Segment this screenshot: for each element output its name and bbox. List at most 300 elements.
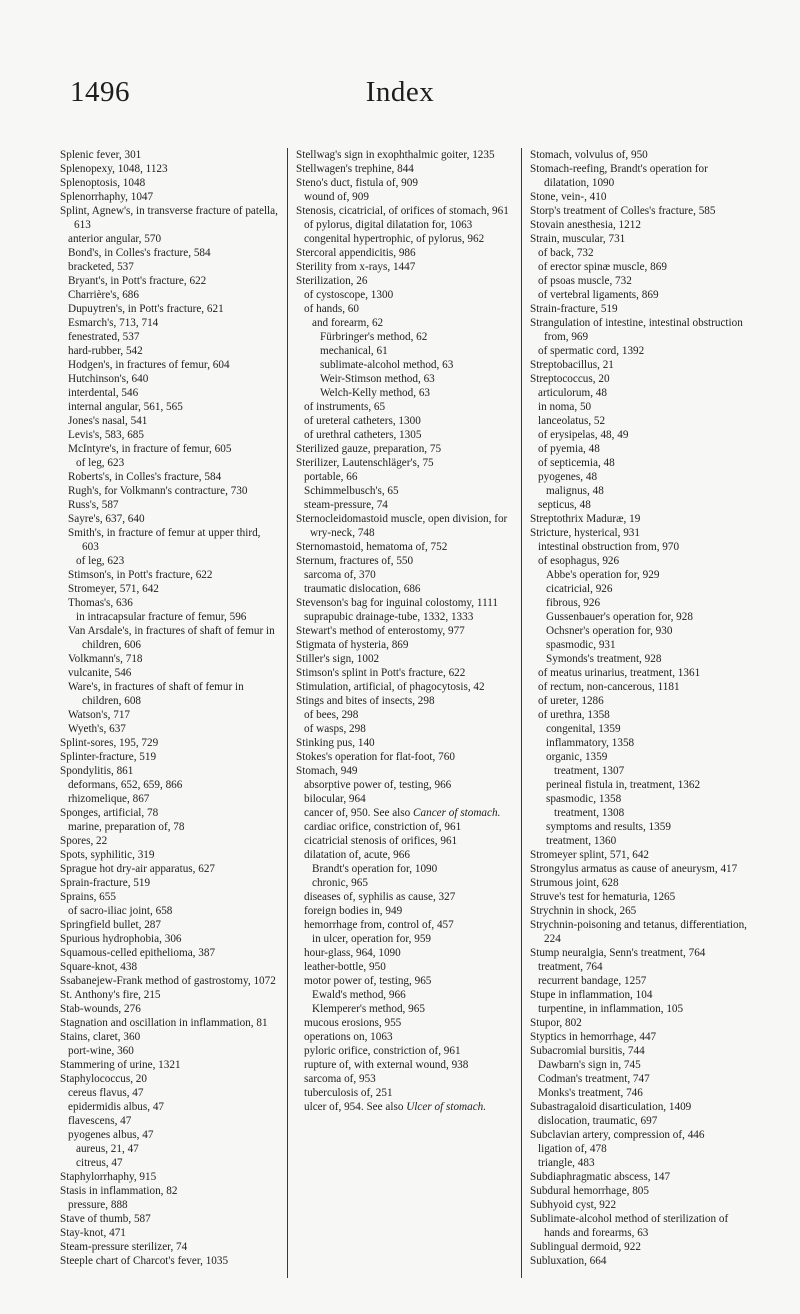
index-entry-text: Stiller's sign, 1002 bbox=[296, 653, 380, 665]
index-entry bbox=[530, 526, 750, 540]
index-entry-text: Steam-pressure sterilizer, 74 bbox=[60, 1241, 188, 1253]
index-entry bbox=[530, 540, 750, 554]
index-entry-text: Splint-sores, 195, 729 bbox=[60, 737, 159, 749]
index-entry bbox=[296, 778, 512, 792]
index-entry bbox=[296, 988, 512, 1002]
index-entry bbox=[60, 358, 280, 372]
index-entry-text: Stomach-reefing, Brandt's operation for dilatation, 1090 bbox=[530, 163, 708, 189]
index-entry-text: Stimson's splint in Pott's fracture, 622 bbox=[296, 667, 466, 679]
index-entry-text: Ewald's method, 966 bbox=[312, 989, 406, 1001]
index-entry-text: symptoms and results, 1359 bbox=[546, 821, 671, 833]
index-entry bbox=[60, 1142, 280, 1156]
index-entry-text: recurrent bandage, 1257 bbox=[538, 975, 647, 987]
index-entry-text: Streptothrix Maduræ, 19 bbox=[530, 513, 641, 525]
index-entry-text: Jones's nasal, 541 bbox=[68, 415, 148, 427]
index-entry-text: Squamous-celled epithelioma, 387 bbox=[60, 947, 216, 959]
index-entry bbox=[296, 652, 512, 666]
page-header bbox=[70, 76, 730, 116]
cross-reference: Ulcer of stomach. bbox=[406, 1101, 487, 1113]
index-entry bbox=[296, 722, 512, 736]
index-entry bbox=[530, 960, 750, 974]
index-entry-text: Bond's, in Colles's fracture, 584 bbox=[68, 247, 211, 259]
index-entry-text: of ureter, 1286 bbox=[538, 695, 604, 707]
index-entry-text: Sternomastoid, hematoma of, 752 bbox=[296, 541, 448, 553]
index-entry-text: Stellwag's sign in exophthalmic goiter, 1235 bbox=[296, 149, 495, 161]
index-entry bbox=[296, 806, 512, 820]
index-entry-text: Steno's duct, fistula of, 909 bbox=[296, 177, 418, 189]
index-entry bbox=[530, 1156, 750, 1170]
index-entry bbox=[296, 1002, 512, 1016]
index-entry-text: Hutchinson's, 640 bbox=[68, 373, 149, 385]
index-entry bbox=[296, 680, 512, 694]
index-entry-text: foreign bodies in, 949 bbox=[304, 905, 403, 917]
index-entry-text: port-wine, 360 bbox=[68, 1045, 134, 1057]
index-entry bbox=[296, 218, 512, 232]
index-entry bbox=[60, 1100, 280, 1114]
index-entry bbox=[296, 512, 512, 540]
index-entry-text: chronic, 965 bbox=[312, 877, 368, 889]
index-entry-text: Sublingual dermoid, 922 bbox=[530, 1241, 641, 1253]
index-entry bbox=[530, 232, 750, 246]
index-entry bbox=[530, 778, 750, 792]
index-entry-text: Sponges, artificial, 78 bbox=[60, 807, 159, 819]
index-entry-text: in noma, 50 bbox=[538, 401, 592, 413]
index-entry bbox=[296, 372, 512, 386]
index-entry-text: bracketed, 537 bbox=[68, 261, 134, 273]
index-entry-text: vulcanite, 546 bbox=[68, 667, 132, 679]
column-divider bbox=[287, 148, 288, 1278]
index-entry-text: lanceolatus, 52 bbox=[538, 415, 606, 427]
index-entry bbox=[296, 344, 512, 358]
index-entry-text: Splinter-fracture, 519 bbox=[60, 751, 157, 763]
index-entry-text: Watson's, 717 bbox=[68, 709, 131, 721]
index-entry-text: Stricture, hysterical, 931 bbox=[530, 527, 640, 539]
index-entry-text: aureus, 21, 47 bbox=[76, 1143, 139, 1155]
index-entry-text: Sublimate-alcohol method of sterilization of hands and forearms, 63 bbox=[530, 1213, 729, 1239]
index-entry bbox=[530, 1184, 750, 1198]
index-entry bbox=[296, 610, 512, 624]
index-entry-text: Stammering of urine, 1321 bbox=[60, 1059, 181, 1071]
index-entry bbox=[530, 414, 750, 428]
index-entry-text: Styptics in hemorrhage, 447 bbox=[530, 1031, 657, 1043]
index-entry-text: in intracapsular fracture of femur, 596 bbox=[76, 611, 247, 623]
index-entry bbox=[60, 470, 280, 484]
index-entry bbox=[530, 484, 750, 498]
index-entry bbox=[530, 1170, 750, 1184]
index-entry-text: of esophagus, 926 bbox=[538, 555, 620, 567]
index-entry bbox=[530, 806, 750, 820]
index-entry bbox=[296, 246, 512, 260]
index-entry bbox=[530, 652, 750, 666]
index-entry-text: Brandt's operation for, 1090 bbox=[312, 863, 438, 875]
index-entry bbox=[60, 1226, 280, 1240]
index-entry-text: Staphylorrhaphy, 915 bbox=[60, 1171, 157, 1183]
index-entry-text: portable, 66 bbox=[304, 471, 358, 483]
index-entry bbox=[296, 596, 512, 610]
index-entry-text: Stromeyer, 571, 642 bbox=[68, 583, 159, 595]
index-entry bbox=[530, 1030, 750, 1044]
index-entry-text: Sternum, fractures of, 550 bbox=[296, 555, 414, 567]
index-entry bbox=[60, 232, 280, 246]
index-entry bbox=[296, 288, 512, 302]
index-entry-text: of sacro-iliac joint, 658 bbox=[68, 905, 173, 917]
index-entry bbox=[60, 666, 280, 680]
index-entry bbox=[60, 484, 280, 498]
index-entry bbox=[60, 1128, 280, 1142]
index-entry-text: congenital, 1359 bbox=[546, 723, 621, 735]
index-entry-text: Stagnation and oscillation in inflammation, 81 bbox=[60, 1017, 268, 1029]
index-entry-text: treatment, 1307 bbox=[554, 765, 625, 777]
index-entry-text: Strumous joint, 628 bbox=[530, 877, 619, 889]
index-entry bbox=[60, 386, 280, 400]
index-entry bbox=[530, 610, 750, 624]
index-entry bbox=[530, 372, 750, 386]
index-entry bbox=[60, 554, 280, 568]
index-entry bbox=[296, 890, 512, 904]
index-entry-text: Sternocleidomastoid muscle, open division, for wry-neck, 748 bbox=[296, 513, 508, 539]
index-entry bbox=[296, 568, 512, 582]
index-entry bbox=[60, 820, 280, 834]
index-entry bbox=[60, 736, 280, 750]
index-entry-text: treatment, 1360 bbox=[546, 835, 617, 847]
index-entry-text: Sayre's, 637, 640 bbox=[68, 513, 145, 525]
index-entry-text: of hands, 60 bbox=[304, 303, 359, 315]
index-entry bbox=[530, 764, 750, 778]
index-entry-text: Sterilized gauze, preparation, 75 bbox=[296, 443, 442, 455]
index-entry bbox=[60, 1198, 280, 1212]
index-entry bbox=[60, 946, 280, 960]
index-entry bbox=[296, 1086, 512, 1100]
index-entry-text: Stupor, 802 bbox=[530, 1017, 582, 1029]
index-entry bbox=[60, 456, 280, 470]
index-entry-text: absorptive power of, testing, 966 bbox=[304, 779, 452, 791]
index-entry bbox=[60, 806, 280, 820]
index-entry-text: Streptobacillus, 21 bbox=[530, 359, 614, 371]
index-entry bbox=[530, 1044, 750, 1058]
index-entry-text: malignus, 48 bbox=[546, 485, 604, 497]
index-entry bbox=[530, 470, 750, 484]
index-entry bbox=[60, 428, 280, 442]
index-entry-text: sarcoma of, 370 bbox=[304, 569, 376, 581]
index-entry-text: Stings and bites of insects, 298 bbox=[296, 695, 435, 707]
index-entry-text: mucous erosions, 955 bbox=[304, 1017, 402, 1029]
index-entry-text: suprapubic drainage-tube, 1332, 1333 bbox=[304, 611, 474, 623]
index-entry-text: Stasis in inflammation, 82 bbox=[60, 1185, 178, 1197]
index-entry-text: Stercoral appendicitis, 986 bbox=[296, 247, 416, 259]
index-entry bbox=[60, 442, 280, 456]
index-entry bbox=[530, 344, 750, 358]
index-entry-text: Subacromial bursitis, 744 bbox=[530, 1045, 645, 1057]
index-entry bbox=[530, 624, 750, 638]
index-entry-text: Russ's, 587 bbox=[68, 499, 119, 511]
index-entry-text: fenestrated, 537 bbox=[68, 331, 140, 343]
page-number: 1496 bbox=[70, 76, 130, 108]
index-entry bbox=[60, 1072, 280, 1086]
index-entry bbox=[530, 680, 750, 694]
index-entry-text: Sterilization, 26 bbox=[296, 275, 368, 287]
index-entry-text: Welch-Kelly method, 63 bbox=[320, 387, 431, 399]
index-entry bbox=[296, 428, 512, 442]
index-entry bbox=[530, 918, 750, 946]
index-entry-text: of septicemia, 48 bbox=[538, 457, 615, 469]
index-entry-text: Bryant's, in Pott's fracture, 622 bbox=[68, 275, 207, 287]
index-entry bbox=[530, 512, 750, 526]
index-entry bbox=[60, 1170, 280, 1184]
index-entry bbox=[60, 778, 280, 792]
index-entry-text: Splenic fever, 301 bbox=[60, 149, 142, 161]
index-entry bbox=[60, 1254, 280, 1268]
index-entry bbox=[60, 1184, 280, 1198]
index-entry bbox=[530, 246, 750, 260]
index-entry bbox=[530, 638, 750, 652]
index-entry bbox=[60, 624, 280, 652]
index-entry-text: bilocular, 964 bbox=[304, 793, 366, 805]
index-entry bbox=[296, 386, 512, 400]
index-entry-text: of vertebral ligaments, 869 bbox=[538, 289, 659, 301]
index-entry-text: Subhyoid cyst, 922 bbox=[530, 1199, 617, 1211]
index-entry bbox=[60, 204, 280, 232]
index-entry-text: Stomach, volvulus of, 950 bbox=[530, 149, 648, 161]
index-entry bbox=[296, 162, 512, 176]
index-column-1 bbox=[60, 148, 280, 1268]
index-entry-text: Stromeyer splint, 571, 642 bbox=[530, 849, 650, 861]
index-entry bbox=[60, 526, 280, 554]
index-entry-text: hemorrhage from, control of, 457 bbox=[304, 919, 454, 931]
index-entry bbox=[530, 428, 750, 442]
index-entry bbox=[296, 540, 512, 554]
index-entry bbox=[296, 638, 512, 652]
index-entry bbox=[60, 862, 280, 876]
index-entry bbox=[530, 1002, 750, 1016]
index-entry-text: Spots, syphilitic, 319 bbox=[60, 849, 155, 861]
index-entry-text: tuberculosis of, 251 bbox=[304, 1087, 393, 1099]
index-entry-text: Sterilizer, Lautenschläger's, 75 bbox=[296, 457, 434, 469]
index-entry bbox=[296, 764, 512, 778]
index-entry-text: Sprain-fracture, 519 bbox=[60, 877, 151, 889]
index-entry-text: fibrous, 926 bbox=[546, 597, 601, 609]
index-entry bbox=[530, 596, 750, 610]
index-entry-text: Strangulation of intestine, intestinal obstruction from, 969 bbox=[530, 317, 743, 343]
index-entry-text: of meatus urinarius, treatment, 1361 bbox=[538, 667, 701, 679]
index-entry-text: Stimulation, artificial, of phagocytosis, 42 bbox=[296, 681, 485, 693]
index-entry-text: Sterility from x-rays, 1447 bbox=[296, 261, 416, 273]
index-entry bbox=[530, 204, 750, 218]
index-entry bbox=[530, 736, 750, 750]
index-entry bbox=[530, 708, 750, 722]
index-entry bbox=[296, 1016, 512, 1030]
index-entry bbox=[60, 288, 280, 302]
index-entry-text: Van Arsdale's, in fractures of shaft of femur in children, 606 bbox=[68, 625, 275, 651]
index-entry-text: spasmodic, 931 bbox=[546, 639, 616, 651]
index-entry bbox=[60, 274, 280, 288]
index-entry bbox=[296, 946, 512, 960]
index-entry-text: Gussenbauer's operation for, 928 bbox=[546, 611, 693, 623]
index-entry-text: Ochsner's operation for, 930 bbox=[546, 625, 673, 637]
index-entry-text: Square-knot, 438 bbox=[60, 961, 138, 973]
index-entry-text: ligation of, 478 bbox=[538, 1143, 607, 1155]
index-entry bbox=[296, 582, 512, 596]
index-entry bbox=[296, 442, 512, 456]
index-entry bbox=[530, 302, 750, 316]
index-entry-text: Subastragaloid disarticulation, 1409 bbox=[530, 1101, 692, 1113]
index-entry-text: of spermatic cord, 1392 bbox=[538, 345, 645, 357]
index-entry bbox=[60, 1156, 280, 1170]
index-entry bbox=[530, 792, 750, 806]
index-entry bbox=[296, 400, 512, 414]
index-entry bbox=[60, 1240, 280, 1254]
index-entry bbox=[530, 1072, 750, 1086]
index-entry-text: and forearm, 62 bbox=[312, 317, 384, 329]
page-title: Index bbox=[365, 76, 435, 108]
index-entry-text: Stevenson's bag for inguinal colostomy, 1111 bbox=[296, 597, 499, 609]
index-entry bbox=[530, 750, 750, 764]
index-entry-text: Strychnin in shock, 265 bbox=[530, 905, 637, 917]
index-entry-text: citreus, 47 bbox=[76, 1157, 123, 1169]
index-entry bbox=[530, 316, 750, 344]
index-entry-text: pyogenes, 48 bbox=[538, 471, 598, 483]
index-entry bbox=[530, 162, 750, 190]
index-entry-text: diseases of, syphilis as cause, 327 bbox=[304, 891, 456, 903]
index-entry bbox=[530, 386, 750, 400]
index-entry bbox=[60, 260, 280, 274]
index-entry bbox=[530, 988, 750, 1002]
index-entry-text: McIntyre's, in fracture of femur, 605 bbox=[68, 443, 232, 455]
index-entry bbox=[60, 876, 280, 890]
index-entry bbox=[296, 750, 512, 764]
index-entry bbox=[60, 722, 280, 736]
index-entry bbox=[296, 190, 512, 204]
index-entry bbox=[530, 288, 750, 302]
index-entry-text: rhizomelique, 867 bbox=[68, 793, 150, 805]
index-entry-text: inflammatory, 1358 bbox=[546, 737, 635, 749]
index-entry-text: Subclavian artery, compression of, 446 bbox=[530, 1129, 705, 1141]
index-entry-text: Smith's, in fracture of femur at upper third, 603 bbox=[68, 527, 261, 553]
index-entry bbox=[530, 946, 750, 960]
index-entry-text: Splenorrhaphy, 1047 bbox=[60, 191, 154, 203]
index-entry-text: epidermidis albus, 47 bbox=[68, 1101, 165, 1113]
index-entry-text: Subdiaphragmatic abscess, 147 bbox=[530, 1171, 671, 1183]
index-entry bbox=[60, 148, 280, 162]
index-entry bbox=[296, 414, 512, 428]
index-entry bbox=[296, 176, 512, 190]
index-entry-text: flavescens, 47 bbox=[68, 1115, 132, 1127]
index-entry bbox=[530, 568, 750, 582]
index-entry-text: Storp's treatment of Colles's fracture, 585 bbox=[530, 205, 716, 217]
index-entry bbox=[60, 932, 280, 946]
index-entry-text: sublimate-alcohol method, 63 bbox=[320, 359, 454, 371]
index-entry bbox=[530, 974, 750, 988]
index-entry-text: motor power of, testing, 965 bbox=[304, 975, 432, 987]
index-entry bbox=[296, 694, 512, 708]
index-entry bbox=[296, 792, 512, 806]
index-entry bbox=[530, 848, 750, 862]
index-entry bbox=[530, 834, 750, 848]
index-entry-text: congenital hypertrophic, of pylorus, 962 bbox=[304, 233, 485, 245]
index-entry bbox=[60, 372, 280, 386]
index-entry bbox=[296, 274, 512, 288]
index-entry bbox=[296, 260, 512, 274]
index-entry bbox=[296, 456, 512, 470]
index-entry bbox=[296, 624, 512, 638]
index-entry-text: Monks's treatment, 746 bbox=[538, 1087, 643, 1099]
index-entry-text: organic, 1359 bbox=[546, 751, 608, 763]
index-entry-text: mechanical, 61 bbox=[320, 345, 388, 357]
index-entry bbox=[60, 1058, 280, 1072]
index-entry bbox=[60, 330, 280, 344]
index-entry-text: Stinking pus, 140 bbox=[296, 737, 375, 749]
index-entry-text: Steeple chart of Charcot's fever, 1035 bbox=[60, 1255, 229, 1267]
index-entry-text: Staphylococcus, 20 bbox=[60, 1073, 147, 1085]
index-entry bbox=[60, 1212, 280, 1226]
index-entry-text: cancer of, 950. See also bbox=[304, 807, 414, 819]
index-entry-text: steam-pressure, 74 bbox=[304, 499, 388, 511]
index-entry-text: Volkmann's, 718 bbox=[68, 653, 143, 665]
index-entry bbox=[296, 330, 512, 344]
index-entry bbox=[296, 554, 512, 568]
index-entry bbox=[296, 904, 512, 918]
index-entry bbox=[530, 862, 750, 876]
index-entry-text: rupture of, with external wound, 938 bbox=[304, 1059, 469, 1071]
index-entry bbox=[296, 148, 512, 162]
index-entry-text: of back, 732 bbox=[538, 247, 594, 259]
index-entry bbox=[296, 316, 512, 330]
index-entry bbox=[60, 400, 280, 414]
index-entry-text: of urethral catheters, 1305 bbox=[304, 429, 422, 441]
index-entry-text: Abbe's operation for, 929 bbox=[546, 569, 660, 581]
index-entry bbox=[60, 190, 280, 204]
index-entry bbox=[60, 162, 280, 176]
index-entry-text: Dawbarn's sign in, 745 bbox=[538, 1059, 641, 1071]
index-entry-text: Wyeth's, 637 bbox=[68, 723, 126, 735]
index-entry-text: Schimmelbusch's, 65 bbox=[304, 485, 399, 497]
index-entry-text: triangle, 483 bbox=[538, 1157, 595, 1169]
index-entry-text: Esmarch's, 713, 714 bbox=[68, 317, 159, 329]
index-entry-text: hard-rubber, 542 bbox=[68, 345, 143, 357]
index-entry-text: Strain, muscular, 731 bbox=[530, 233, 626, 245]
index-entry-text: pyogenes albus, 47 bbox=[68, 1129, 154, 1141]
index-entry-text: intestinal obstruction from, 970 bbox=[538, 541, 680, 553]
index-entry-text: Roberts's, in Colles's fracture, 584 bbox=[68, 471, 222, 483]
index-entry-text: deformans, 652, 659, 866 bbox=[68, 779, 183, 791]
index-entry-text: Stokes's operation for flat-foot, 760 bbox=[296, 751, 455, 763]
index-entry-text: perineal fistula in, treatment, 1362 bbox=[546, 779, 701, 791]
index-entry bbox=[60, 512, 280, 526]
index-entry-text: Splenopexy, 1048, 1123 bbox=[60, 163, 168, 175]
index-entry-text: Sprague hot dry-air apparatus, 627 bbox=[60, 863, 216, 875]
index-column-2 bbox=[296, 148, 512, 1114]
index-entry bbox=[530, 1100, 750, 1114]
index-entry-text: sarcoma of, 953 bbox=[304, 1073, 376, 1085]
index-entry-text: Dupuytren's, in Pott's fracture, 621 bbox=[68, 303, 224, 315]
index-entry-text: Levis's, 583, 685 bbox=[68, 429, 144, 441]
index-entry-text: interdental, 546 bbox=[68, 387, 139, 399]
index-entry-text: Subluxation, 664 bbox=[530, 1255, 607, 1267]
index-entry bbox=[296, 960, 512, 974]
index-entry-text: cereus flavus, 47 bbox=[68, 1087, 144, 1099]
index-entry-text: of erector spinæ muscle, 869 bbox=[538, 261, 667, 273]
index-entry bbox=[296, 302, 512, 316]
index-entry-text: Springfield bullet, 287 bbox=[60, 919, 161, 931]
index-entry bbox=[296, 918, 512, 932]
index-entry bbox=[296, 736, 512, 750]
index-entry-text: Fürbringer's method, 62 bbox=[320, 331, 428, 343]
index-entry bbox=[530, 1086, 750, 1100]
index-entry bbox=[60, 498, 280, 512]
index-entry bbox=[530, 1128, 750, 1142]
index-entry-text: Stave of thumb, 587 bbox=[60, 1213, 151, 1225]
index-entry bbox=[296, 666, 512, 680]
index-entry bbox=[296, 862, 512, 876]
